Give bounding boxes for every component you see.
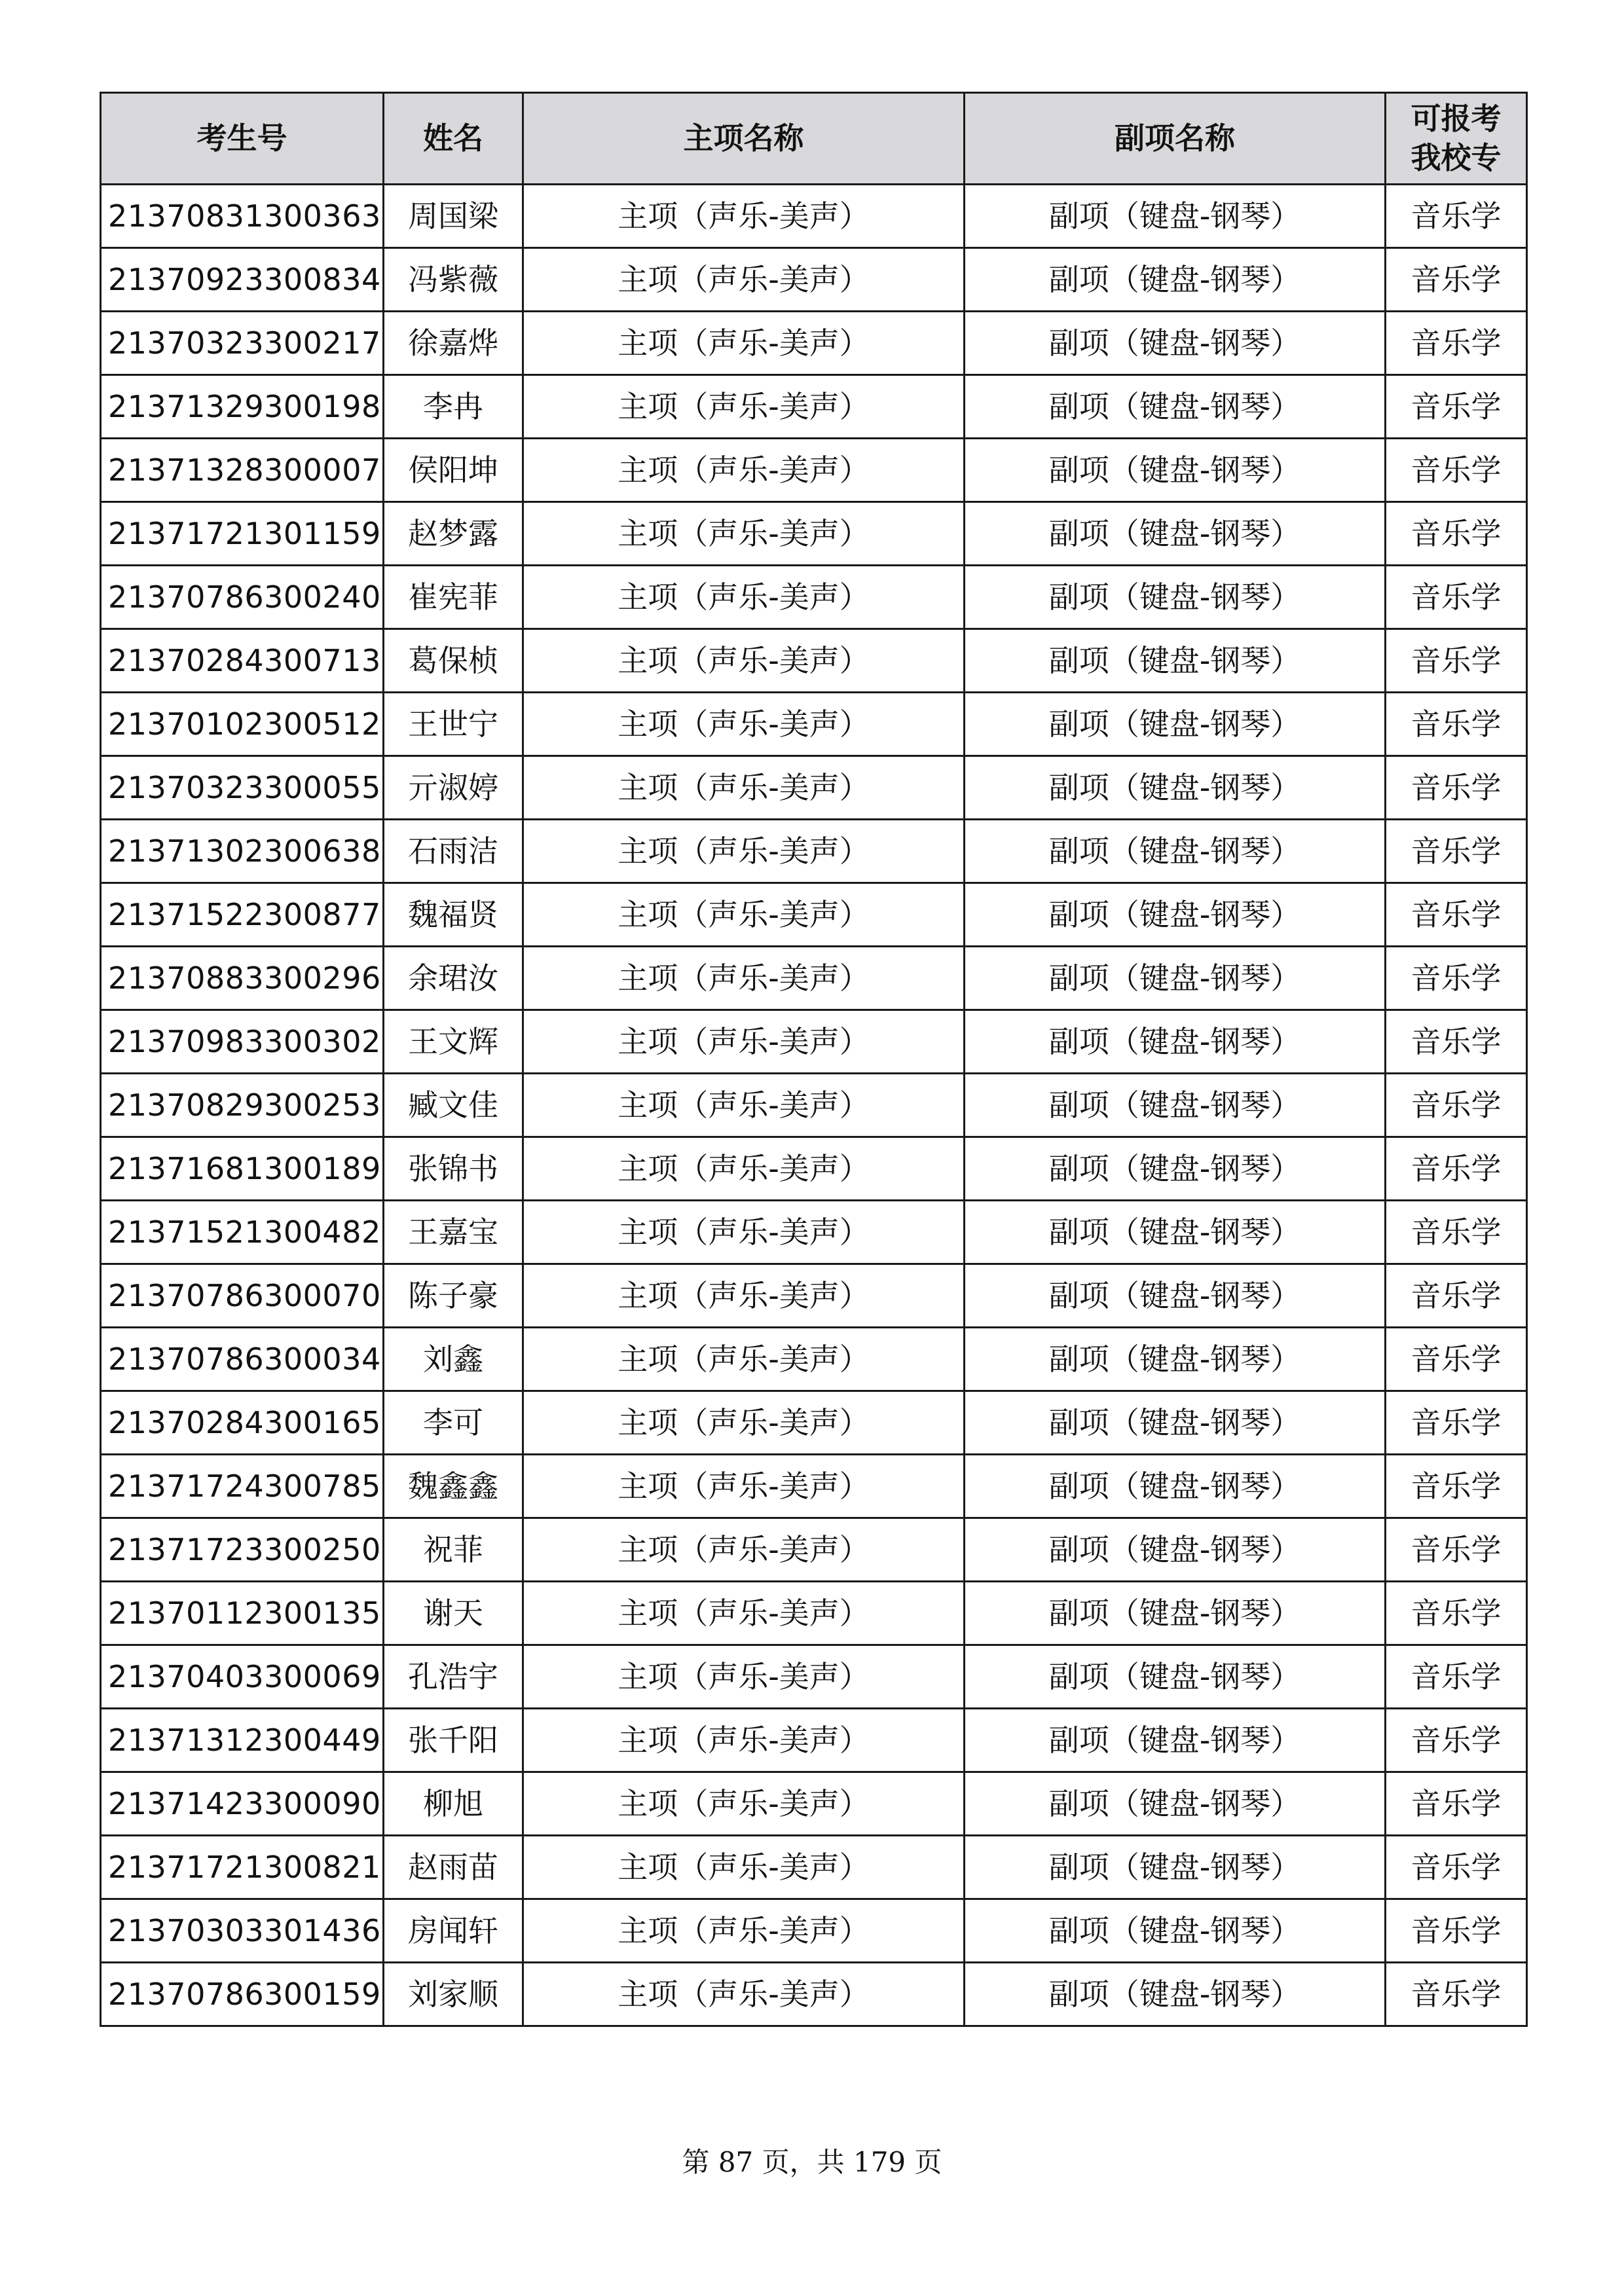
- candidate-name-cell: 周国梁: [384, 185, 523, 248]
- candidate-name-cell: 张锦书: [384, 1137, 523, 1201]
- header-eligible-major: [1386, 93, 1527, 185]
- candidate-name-cell: 魏福贤: [384, 883, 523, 947]
- minor-item-cell: 副项（键盘-钢琴）: [965, 312, 1386, 375]
- major-item-cell: 主项（声乐-美声）: [523, 1709, 965, 1772]
- candidate-name-cell: 臧文佳: [384, 1074, 523, 1137]
- table-row: [101, 1201, 1527, 1264]
- major-item-cell: 主项（声乐-美声）: [523, 566, 965, 629]
- eligible-major-cell: 音乐学: [1386, 1201, 1527, 1264]
- candidate-id-cell: 21370323300217: [101, 312, 384, 375]
- candidate-name-cell: 孔浩宇: [384, 1645, 523, 1709]
- eligible-major-cell: 音乐学: [1386, 756, 1527, 820]
- major-item-cell: 主项（声乐-美声）: [523, 375, 965, 439]
- candidate-id-cell: 21371302300638: [101, 820, 384, 883]
- minor-item-cell: 副项（键盘-钢琴）: [965, 1201, 1386, 1264]
- eligible-major-cell: 音乐学: [1386, 1264, 1527, 1328]
- eligible-major-cell: 音乐学: [1386, 1328, 1527, 1391]
- table-row: [101, 693, 1527, 756]
- table-row: [101, 1455, 1527, 1518]
- candidate-name-cell: 冯紫薇: [384, 248, 523, 312]
- candidate-id-cell: 21370323300055: [101, 756, 384, 820]
- table-row: [101, 1518, 1527, 1582]
- candidate-id-cell: 21370786300159: [101, 1963, 384, 2026]
- eligible-major-cell: 音乐学: [1386, 502, 1527, 566]
- minor-item-cell: 副项（键盘-钢琴）: [965, 1963, 1386, 2026]
- table-row: [101, 820, 1527, 883]
- eligible-major-cell: 音乐学: [1386, 1391, 1527, 1455]
- major-item-cell: 主项（声乐-美声）: [523, 1772, 965, 1836]
- candidate-id-cell: 21370284300165: [101, 1391, 384, 1455]
- eligible-major-cell: 音乐学: [1386, 947, 1527, 1010]
- major-item-cell: 主项（声乐-美声）: [523, 312, 965, 375]
- minor-item-cell: 副项（键盘-钢琴）: [965, 1264, 1386, 1328]
- major-item-cell: 主项（声乐-美声）: [523, 1836, 965, 1899]
- header-name: 姓名: [384, 93, 523, 185]
- candidate-id-cell: 21370983300302: [101, 1010, 384, 1074]
- major-item-cell: 主项（声乐-美声）: [523, 693, 965, 756]
- table-row: [101, 1899, 1527, 1963]
- major-item-cell: 主项（声乐-美声）: [523, 1201, 965, 1264]
- table-row: [101, 1582, 1527, 1645]
- eligible-major-cell: 音乐学: [1386, 1518, 1527, 1582]
- table-row: [101, 1772, 1527, 1836]
- table-row: [101, 756, 1527, 820]
- eligible-major-cell: 音乐学: [1386, 1836, 1527, 1899]
- header-major-item: 主项名称: [523, 93, 965, 185]
- candidate-table: [100, 92, 1528, 2027]
- major-item-cell: 主项（声乐-美声）: [523, 248, 965, 312]
- minor-item-cell: 副项（键盘-钢琴）: [965, 1772, 1386, 1836]
- candidate-id-cell: 21371328300007: [101, 439, 384, 502]
- header-eligible-major-label: 可报考我校专: [1411, 100, 1502, 175]
- eligible-major-cell: 音乐学: [1386, 566, 1527, 629]
- table-row: [101, 1137, 1527, 1201]
- eligible-major-cell: 音乐学: [1386, 1899, 1527, 1963]
- minor-item-cell: 副项（键盘-钢琴）: [965, 1455, 1386, 1518]
- candidate-id-cell: 21370786300240: [101, 566, 384, 629]
- eligible-major-cell: 音乐学: [1386, 312, 1527, 375]
- header-minor-item: 副项名称: [965, 93, 1386, 185]
- candidate-name-cell: 赵梦露: [384, 502, 523, 566]
- table-row: [101, 439, 1527, 502]
- table-row: [101, 312, 1527, 375]
- candidate-id-cell: 21371521300482: [101, 1201, 384, 1264]
- candidate-id-cell: 21370829300253: [101, 1074, 384, 1137]
- major-item-cell: 主项（声乐-美声）: [523, 502, 965, 566]
- major-item-cell: 主项（声乐-美声）: [523, 1899, 965, 1963]
- table-row: [101, 1010, 1527, 1074]
- table-row: [101, 185, 1527, 248]
- eligible-major-cell: 音乐学: [1386, 1455, 1527, 1518]
- eligible-major-cell: 音乐学: [1386, 1582, 1527, 1645]
- table-header: [101, 93, 1527, 185]
- table-row: [101, 1963, 1527, 2026]
- candidate-name-cell: 李可: [384, 1391, 523, 1455]
- candidate-id-cell: 21371522300877: [101, 883, 384, 947]
- table-row: [101, 1074, 1527, 1137]
- table-row: [101, 1264, 1527, 1328]
- candidate-id-cell: 21370284300713: [101, 629, 384, 693]
- candidate-name-cell: 张千阳: [384, 1709, 523, 1772]
- minor-item-cell: 副项（键盘-钢琴）: [965, 1518, 1386, 1582]
- candidate-name-cell: 崔宪菲: [384, 566, 523, 629]
- minor-item-cell: 副项（键盘-钢琴）: [965, 1899, 1386, 1963]
- minor-item-cell: 副项（键盘-钢琴）: [965, 820, 1386, 883]
- candidate-id-cell: 21371423300090: [101, 1772, 384, 1836]
- candidate-name-cell: 石雨洁: [384, 820, 523, 883]
- eligible-major-cell: 音乐学: [1386, 1709, 1527, 1772]
- minor-item-cell: 副项（键盘-钢琴）: [965, 185, 1386, 248]
- major-item-cell: 主项（声乐-美声）: [523, 1010, 965, 1074]
- eligible-major-cell: 音乐学: [1386, 820, 1527, 883]
- major-item-cell: 主项（声乐-美声）: [523, 185, 965, 248]
- eligible-major-cell: 音乐学: [1386, 1772, 1527, 1836]
- minor-item-cell: 副项（键盘-钢琴）: [965, 1010, 1386, 1074]
- header-row: [101, 93, 1527, 185]
- table-row: [101, 1391, 1527, 1455]
- candidate-id-cell: 21371721300821: [101, 1836, 384, 1899]
- table-row: [101, 947, 1527, 1010]
- candidate-name-cell: 徐嘉烨: [384, 312, 523, 375]
- table-body: [101, 185, 1527, 2026]
- major-item-cell: 主项（声乐-美声）: [523, 1391, 965, 1455]
- minor-item-cell: 副项（键盘-钢琴）: [965, 1836, 1386, 1899]
- candidate-id-cell: 21371312300449: [101, 1709, 384, 1772]
- candidate-id-cell: 21370403300069: [101, 1645, 384, 1709]
- candidate-name-cell: 王文辉: [384, 1010, 523, 1074]
- major-item-cell: 主项（声乐-美声）: [523, 1074, 965, 1137]
- eligible-major-cell: 音乐学: [1386, 1010, 1527, 1074]
- eligible-major-cell: 音乐学: [1386, 1963, 1527, 2026]
- minor-item-cell: 副项（键盘-钢琴）: [965, 1074, 1386, 1137]
- eligible-major-cell: 音乐学: [1386, 248, 1527, 312]
- table-row: [101, 1709, 1527, 1772]
- eligible-major-cell: 音乐学: [1386, 693, 1527, 756]
- table-row: [101, 1328, 1527, 1391]
- minor-item-cell: 副项（键盘-钢琴）: [965, 375, 1386, 439]
- candidate-name-cell: 王嘉宝: [384, 1201, 523, 1264]
- table-row: [101, 566, 1527, 629]
- minor-item-cell: 副项（键盘-钢琴）: [965, 1709, 1386, 1772]
- major-item-cell: 主项（声乐-美声）: [523, 756, 965, 820]
- candidate-id-cell: 21370303301436: [101, 1899, 384, 1963]
- minor-item-cell: 副项（键盘-钢琴）: [965, 693, 1386, 756]
- candidate-name-cell: 祝菲: [384, 1518, 523, 1582]
- candidate-id-cell: 21370786300034: [101, 1328, 384, 1391]
- major-item-cell: 主项（声乐-美声）: [523, 820, 965, 883]
- major-item-cell: 主项（声乐-美声）: [523, 1645, 965, 1709]
- candidate-name-cell: 王世宁: [384, 693, 523, 756]
- minor-item-cell: 副项（键盘-钢琴）: [965, 1328, 1386, 1391]
- candidate-name-cell: 侯阳坤: [384, 439, 523, 502]
- candidate-id-cell: 21371723300250: [101, 1518, 384, 1582]
- candidate-name-cell: 柳旭: [384, 1772, 523, 1836]
- candidate-name-cell: 房闻轩: [384, 1899, 523, 1963]
- candidate-name-cell: 刘鑫: [384, 1328, 523, 1391]
- table-row: [101, 883, 1527, 947]
- table-row: [101, 248, 1527, 312]
- candidate-name-cell: 刘家顺: [384, 1963, 523, 2026]
- major-item-cell: 主项（声乐-美声）: [523, 1518, 965, 1582]
- eligible-major-cell: 音乐学: [1386, 629, 1527, 693]
- major-item-cell: 主项（声乐-美声）: [523, 947, 965, 1010]
- candidate-name-cell: 陈子豪: [384, 1264, 523, 1328]
- table-row: [101, 375, 1527, 439]
- major-item-cell: 主项（声乐-美声）: [523, 1582, 965, 1645]
- candidate-id-cell: 21370831300363: [101, 185, 384, 248]
- header-candidate-id: 考生号: [101, 93, 384, 185]
- candidate-id-cell: 21370923300834: [101, 248, 384, 312]
- minor-item-cell: 副项（键盘-钢琴）: [965, 947, 1386, 1010]
- candidate-id-cell: 21370786300070: [101, 1264, 384, 1328]
- table-row: [101, 502, 1527, 566]
- minor-item-cell: 副项（键盘-钢琴）: [965, 1391, 1386, 1455]
- candidate-id-cell: 21370102300512: [101, 693, 384, 756]
- major-item-cell: 主项（声乐-美声）: [523, 1264, 965, 1328]
- candidate-name-cell: 赵雨苗: [384, 1836, 523, 1899]
- minor-item-cell: 副项（键盘-钢琴）: [965, 883, 1386, 947]
- major-item-cell: 主项（声乐-美声）: [523, 1328, 965, 1391]
- candidate-name-cell: 李冉: [384, 375, 523, 439]
- candidate-id-cell: 21371721301159: [101, 502, 384, 566]
- major-item-cell: 主项（声乐-美声）: [523, 1455, 965, 1518]
- eligible-major-cell: 音乐学: [1386, 1137, 1527, 1201]
- candidate-id-cell: 21370112300135: [101, 1582, 384, 1645]
- minor-item-cell: 副项（键盘-钢琴）: [965, 566, 1386, 629]
- eligible-major-cell: 音乐学: [1386, 185, 1527, 248]
- major-item-cell: 主项（声乐-美声）: [523, 1137, 965, 1201]
- minor-item-cell: 副项（键盘-钢琴）: [965, 248, 1386, 312]
- candidate-name-cell: 谢天: [384, 1582, 523, 1645]
- table-row: [101, 1645, 1527, 1709]
- major-item-cell: 主项（声乐-美声）: [523, 629, 965, 693]
- minor-item-cell: 副项（键盘-钢琴）: [965, 502, 1386, 566]
- table-row: [101, 629, 1527, 693]
- minor-item-cell: 副项（键盘-钢琴）: [965, 756, 1386, 820]
- minor-item-cell: 副项（键盘-钢琴）: [965, 629, 1386, 693]
- candidate-id-cell: 21371329300198: [101, 375, 384, 439]
- major-item-cell: 主项（声乐-美声）: [523, 1963, 965, 2026]
- minor-item-cell: 副项（键盘-钢琴）: [965, 1645, 1386, 1709]
- major-item-cell: 主项（声乐-美声）: [523, 439, 965, 502]
- candidate-id-cell: 21371681300189: [101, 1137, 384, 1201]
- candidate-id-cell: 21371724300785: [101, 1455, 384, 1518]
- table-row: [101, 1836, 1527, 1899]
- candidate-name-cell: 余珺汝: [384, 947, 523, 1010]
- page-footer: 第 87 页，共 179 页: [682, 2146, 942, 2178]
- minor-item-cell: 副项（键盘-钢琴）: [965, 1137, 1386, 1201]
- eligible-major-cell: 音乐学: [1386, 439, 1527, 502]
- eligible-major-cell: 音乐学: [1386, 375, 1527, 439]
- candidate-name-cell: 葛保桢: [384, 629, 523, 693]
- candidate-name-cell: 魏鑫鑫: [384, 1455, 523, 1518]
- minor-item-cell: 副项（键盘-钢琴）: [965, 439, 1386, 502]
- minor-item-cell: 副项（键盘-钢琴）: [965, 1582, 1386, 1645]
- candidate-id-cell: 21370883300296: [101, 947, 384, 1010]
- eligible-major-cell: 音乐学: [1386, 1074, 1527, 1137]
- eligible-major-cell: 音乐学: [1386, 1645, 1527, 1709]
- major-item-cell: 主项（声乐-美声）: [523, 883, 965, 947]
- eligible-major-cell: 音乐学: [1386, 883, 1527, 947]
- candidate-name-cell: 亓淑婷: [384, 756, 523, 820]
